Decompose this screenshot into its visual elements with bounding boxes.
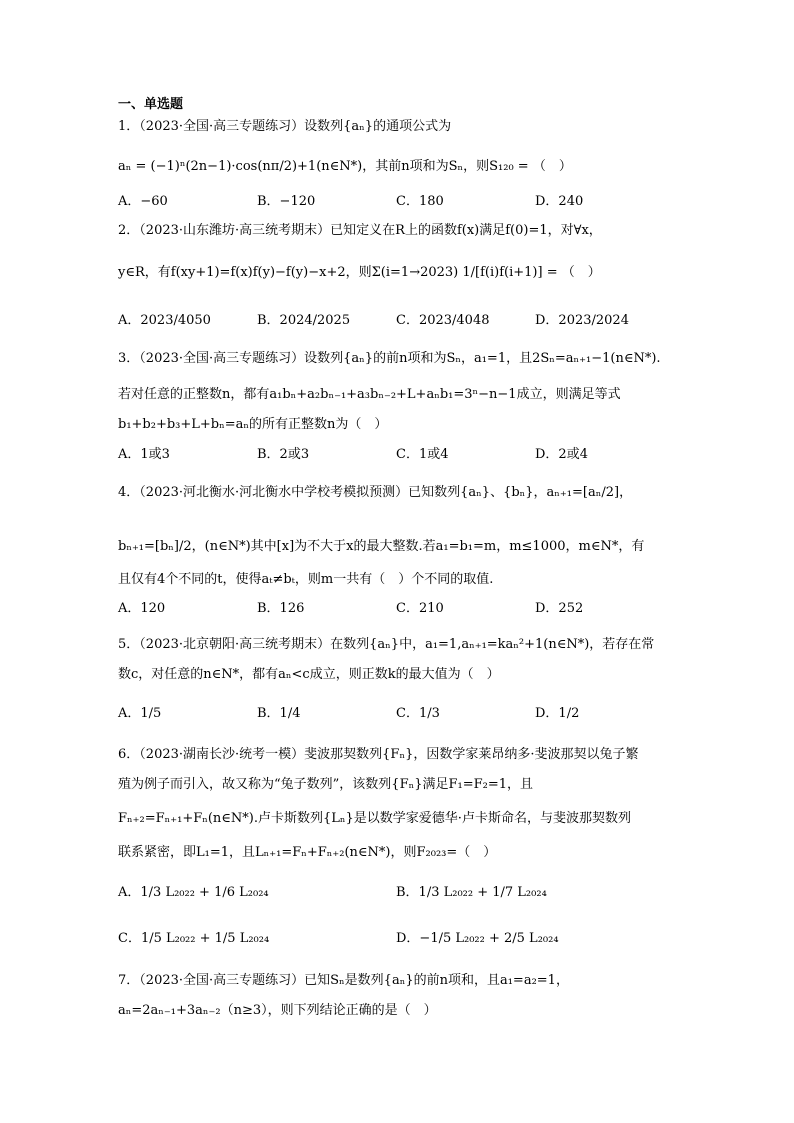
option-b: B．2024/2025	[257, 313, 351, 328]
option-a: A．120	[118, 601, 166, 616]
option-a: A．1/5	[118, 706, 162, 721]
question-source: （2023·全国·高三专题练习）	[139, 351, 305, 366]
option-d: D．1/2	[535, 706, 580, 721]
question-6-line-2: 殖为例子而引入，故又称为“兔子数列”，该数列{Fₙ}满足F₁=F₂=1，且	[118, 777, 533, 792]
option-a: A．2023/4050	[118, 313, 211, 328]
option-c: C．210	[396, 601, 444, 616]
option-c: C．2023/4048	[396, 313, 490, 328]
question-source: （2023·山东潍坊·高三统考期末）	[139, 223, 331, 238]
question-4-line-3: 且仅有4个不同的t，使得aₜ≠bₜ，则m一共有（ ）个不同的取值.	[118, 572, 494, 587]
question-source: （2023·北京朝阳·高三统考期末）	[139, 637, 331, 652]
option-b: B．2或3	[257, 447, 310, 462]
option-d: D．2或4	[535, 447, 588, 462]
question-3-line-2: 若对任意的正整数n，都有a₁bₙ+a₂bₙ₋₁+a₃bₙ₋₂+L+aₙb₁=3ⁿ−n−1成立，则满足等式	[118, 387, 621, 402]
question-2-line-2: y∈R，有f(xy+1)=f(x)f(y)−f(y)−x+2，则Σ(i=1→2023) 1/[f(i)f(i+1)] = （ ）	[118, 265, 601, 280]
question-number: 7	[118, 973, 127, 988]
question-7-line-1: 7．（2023·全国·高三专题练习）已知Sₙ是数列{aₙ}的前n项和，且a₁=a₂=1，	[118, 973, 569, 988]
option-a: A．−60	[118, 194, 168, 209]
question-stem: 已知Sₙ是数列{aₙ}的前n项和，且a₁=a₂=1，	[304, 973, 569, 988]
question-4-line-2: bₙ₊₁=[bₙ]/2，(n∈N*)其中[x]为不大于x的最大整数.若a₁=b₁=m，m≤1000，m∈N*，有	[118, 539, 645, 554]
option-c: C．1/3	[396, 706, 440, 721]
option-c: C．1/5 L₂₀₂₂ + 1/5 L₂₀₂₄	[118, 931, 270, 946]
section-title: 一、单选题	[118, 97, 184, 112]
option-a: A．1或3	[118, 447, 170, 462]
question-stem: 设数列{aₙ}的通项公式为	[304, 119, 452, 134]
option-a: A．1/3 L₂₀₂₂ + 1/6 L₂₀₂₄	[118, 885, 269, 900]
question-stem: 斐波那契数列{Fₙ}，因数学家莱昂纳多·斐波那契以兔子繁	[304, 747, 639, 762]
question-6-line-3: Fₙ₊₂=Fₙ₊₁+Fₙ(n∈N*).卢卡斯数列{Lₙ}是以数学家爱德华·卢卡斯命名，与斐波那契数列	[118, 811, 631, 826]
option-c: C．180	[396, 194, 444, 209]
question-6-line-1: 6．（2023·湖南长沙·统考一模）斐波那契数列{Fₙ}，因数学家莱昂纳多·斐波那契以兔子繁	[118, 747, 639, 762]
option-d: D．240	[535, 194, 584, 209]
option-b: B．−120	[257, 194, 316, 209]
option-b: B．1/3 L₂₀₂₂ + 1/7 L₂₀₂₄	[396, 885, 547, 900]
question-1-formula: aₙ = (−1)ⁿ(2n−1)·cos(nπ/2)+1(n∈N*)，其前n项和为Sₙ，则S₁₂₀ = （ ）	[118, 159, 572, 174]
question-number: 2	[118, 223, 127, 238]
question-4-line-1: 4．（2023·河北衡水·河北衡水中学校考模拟预测）已知数列{aₙ}、{bₙ}，aₙ₊₁=[aₙ/2]，	[118, 485, 633, 500]
question-7-line-2: aₙ=2aₙ₋₁+3aₙ₋₂（n≥3），则下列结论正确的是（ ）	[118, 1003, 437, 1018]
question-source: （2023·全国·高三专题练习）	[139, 973, 305, 988]
question-number: 4	[118, 485, 127, 500]
question-source: （2023·全国·高三专题练习）	[139, 119, 305, 134]
option-b: B．126	[257, 601, 305, 616]
question-number: 3	[118, 351, 127, 366]
option-d: D．252	[535, 601, 584, 616]
question-stem: 已知定义在R上的函数f(x)满足f(0)=1，对∀x，	[330, 223, 602, 238]
question-3-line-1: 3．（2023·全国·高三专题练习）设数列{aₙ}的前n项和为Sₙ，a₁=1，且2Sₙ=aₙ₊₁−1(n∈N*).	[118, 351, 661, 366]
question-source: （2023·湖南长沙·统考一模）	[139, 747, 305, 762]
question-number: 1	[118, 119, 127, 134]
question-stem: 在数列{aₙ}中，a₁=1,aₙ₊₁=kaₙ²+1(n∈N*)，若存在常	[330, 637, 655, 652]
question-2-line-1: 2．（2023·山东潍坊·高三统考期末）已知定义在R上的函数f(x)满足f(0)=1，对∀x，	[118, 223, 602, 238]
option-c: C．1或4	[396, 447, 449, 462]
option-b: B．1/4	[257, 706, 301, 721]
question-3-line-3: b₁+b₂+b₃+L+bₙ=aₙ的所有正整数n为（ ）	[118, 417, 388, 432]
question-stem: 已知数列{aₙ}、{bₙ}，aₙ₊₁=[aₙ/2]，	[408, 485, 633, 500]
question-1-line-1: 1．（2023·全国·高三专题练习）设数列{aₙ}的通项公式为	[118, 119, 452, 134]
question-5-line-2: 数c，对任意的n∈N*，都有aₙ<c成立，则正数k的最大值为（ ）	[118, 667, 500, 682]
question-number: 5	[118, 637, 127, 652]
option-d: D．−1/5 L₂₀₂₂ + 2/5 L₂₀₂₄	[396, 931, 559, 946]
question-source: （2023·河北衡水·河北衡水中学校考模拟预测）	[139, 485, 409, 500]
question-6-line-4: 联系紧密，即L₁=1，且Lₙ₊₁=Fₙ+Fₙ₊₂(n∈N*)，则F₂₀₂₃=（ ）	[118, 845, 497, 860]
option-d: D．2023/2024	[535, 313, 629, 328]
question-number: 6	[118, 747, 127, 762]
question-5-line-1: 5．（2023·北京朝阳·高三统考期末）在数列{aₙ}中，a₁=1,aₙ₊₁=kaₙ²+1(n∈N*)，若存在常	[118, 637, 655, 652]
question-stem: 设数列{aₙ}的前n项和为Sₙ，a₁=1，且2Sₙ=aₙ₊₁−1(n∈N*).	[304, 351, 661, 366]
